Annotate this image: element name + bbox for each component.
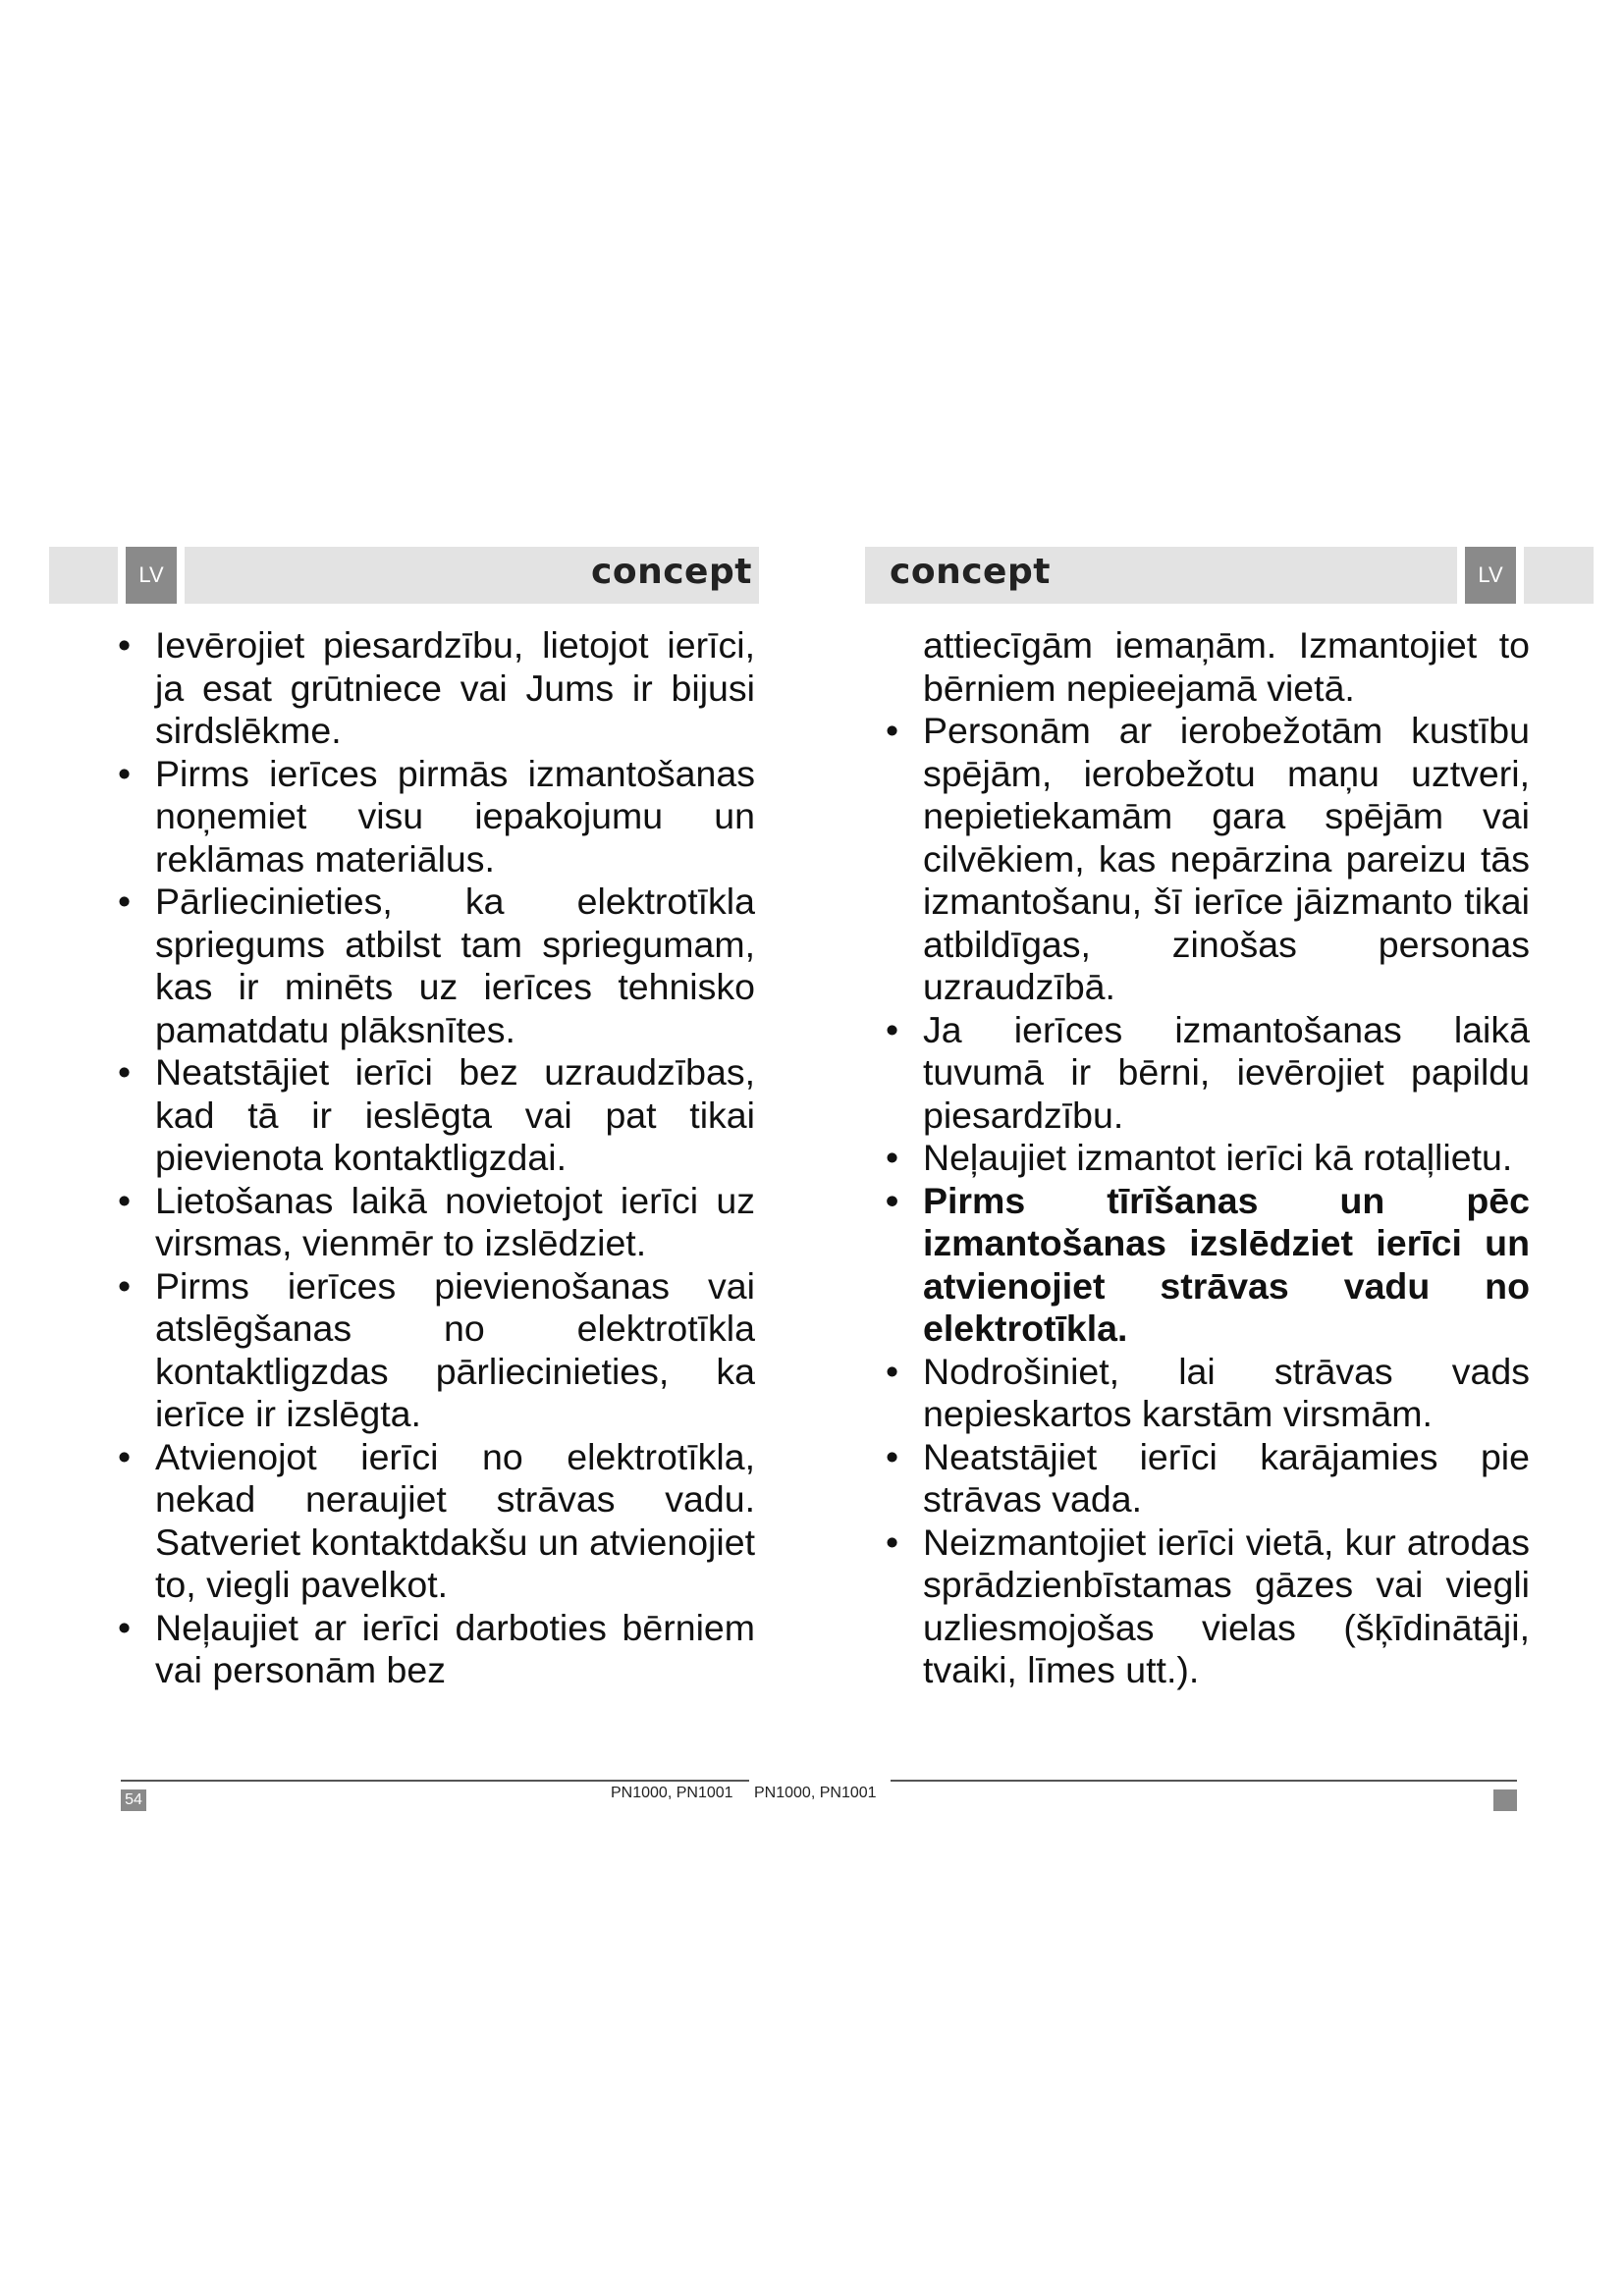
list-item: • Ja ierīces izmantošanas laikā tuvumā ir bērni, ievērojiet papildu piesardzību. (884, 1009, 1530, 1138)
list-item: • Neļaujiet ar ierīci darboties bērniem vai personām bez (116, 1607, 755, 1692)
brand-logo-right: concept (890, 552, 1051, 592)
header-band-gap (1457, 547, 1465, 604)
brand-logo-left: concept (591, 552, 752, 592)
list-item: • Neatstājiet ierīci karājamies pie strāvas vada. (884, 1436, 1530, 1522)
language-tab-right: LV (1465, 547, 1516, 604)
list-item: • Pirms ierīces pirmās izmantošanas noņemiet visu iepakojumu un reklāmas materiālus. (116, 753, 755, 881)
header-band-gap (177, 547, 185, 604)
header-band-gap (1516, 547, 1524, 604)
model-label-left: PN1000, PN1001 (611, 1785, 733, 1801)
list-item: • Nodrošiniet, lai strāvas vads nepieskartos karstām virsmām. (884, 1351, 1530, 1436)
list-item: • Ievērojiet piesardzību, lietojot ierīci, ja esat grūtniece vai Jums ir bijusi sirdslēkme. (116, 624, 755, 753)
list-item: • Neatstājiet ierīci bez uzraudzības, kad tā ir ieslēgta vai pat tikai pievienota kontaktligzdai. (116, 1051, 755, 1180)
continued-text: attiecīgām iemaņām. Izmantojiet to bērniem nepieejamā vietā. (923, 624, 1530, 709)
left-column (116, 624, 755, 1692)
header-band-gap (118, 547, 126, 604)
list-item: • Lietošanas laikā novietojot ierīci uz virsmas, vienmēr to izslēdziet. (116, 1180, 755, 1265)
safety-list-right (884, 710, 1530, 1692)
language-tab-left: LV (126, 547, 177, 604)
footer-rule-left (121, 1780, 749, 1782)
page-number: 54 (121, 1789, 146, 1811)
list-item: • Atvienojot ierīci no elektrotīkla, nekad neraujiet strāvas vadu. Satveriet kontaktdakšu un atvienojiet to, viegli pavelkot. (116, 1436, 755, 1607)
list-item: • Personām ar ierobežotām kustību spējām, ierobežotu maņu uztveri, nepietiekamām gara spējām vai cilvēkiem, kas nepārzina pareizu tās izmantošanu, šī ierīce jāizmanto tikai atbildīgas, zinošas personas uzraudzībā. (884, 710, 1530, 1009)
footer-rule-right (891, 1780, 1517, 1782)
list-item: • Pārliecinieties, ka elektrotīkla spriegums atbilst tam spriegumam, kas ir minēts uz ierīces tehnisko pamatdatu plāksnītes. (116, 881, 755, 1051)
list-item: • Neļaujiet izmantot ierīci kā rotaļlietu. (884, 1137, 1530, 1180)
list-item: • Pirms ierīces pievienošanas vai atslēgšanas no elektrotīkla kontaktligzdas pārliecinieties, ka ierīce ir izslēgta. (116, 1265, 755, 1436)
right-column (884, 624, 1530, 1692)
list-item-warning: • Pirms tīrīšanas un pēc izmantošanas izslēdziet ierīci un atvienojiet strāvas vadu no elektrotīkla. (884, 1180, 1530, 1351)
list-item: • Neizmantojiet ierīci vietā, kur atrodas sprādzienbīstamas gāzes vai viegli uzliesmojošas vielas (šķīdinātāji, tvaiki, līmes utt.). (884, 1522, 1530, 1692)
safety-list-left (116, 624, 755, 1692)
page-marker-box (1493, 1789, 1517, 1811)
model-label-right: PN1000, PN1001 (754, 1785, 877, 1801)
